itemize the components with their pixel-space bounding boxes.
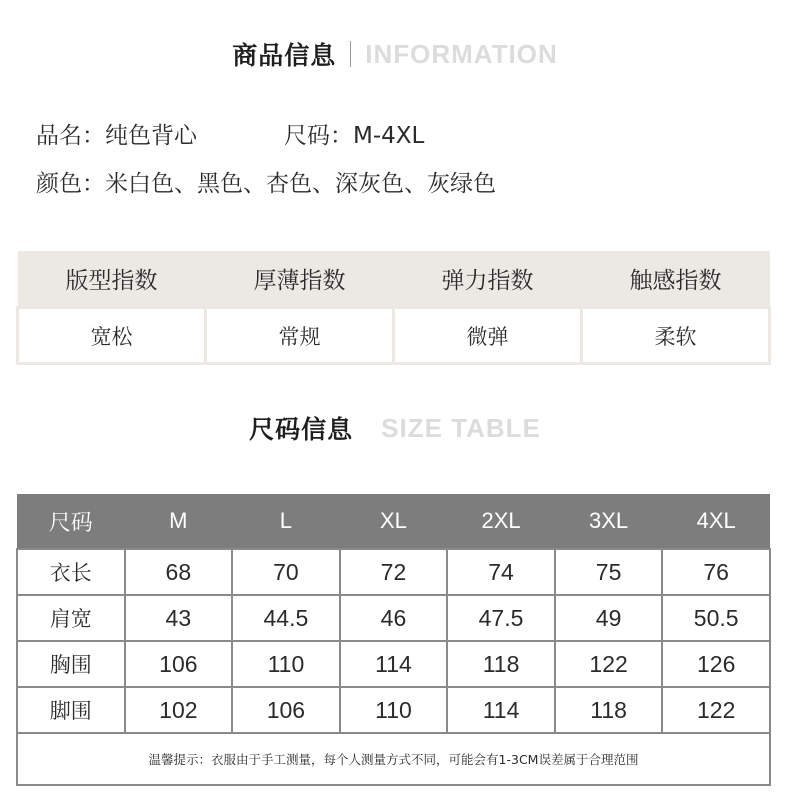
table-cell: 102 (125, 687, 233, 733)
size-title-en: SIZE TABLE (381, 412, 541, 443)
table-cell: 118 (447, 641, 555, 687)
table-cell: 118 (555, 687, 663, 733)
table-cell: 70 (232, 549, 340, 595)
table-cell: 106 (232, 687, 340, 733)
note-row (17, 733, 770, 785)
size-header-row (17, 494, 770, 549)
table-cell: 114 (447, 687, 555, 733)
table-cell: 122 (662, 687, 770, 733)
size-row-hem (17, 687, 770, 733)
index-header-elasticity: 弹力指数 (394, 251, 582, 308)
size-header-cell: 3XL (555, 494, 663, 549)
row-label: 衣长 (17, 549, 125, 595)
index-table (16, 251, 771, 365)
row-label: 肩宽 (17, 595, 125, 641)
information-header (0, 36, 790, 72)
size-header-cell: 4XL (662, 494, 770, 549)
table-cell: 68 (125, 549, 233, 595)
index-value-row (18, 308, 770, 364)
size-range-line: 尺码：M-4XL (284, 123, 425, 149)
index-value-fit: 宽松 (18, 308, 206, 364)
table-cell: 106 (125, 641, 233, 687)
size-header-cell: 2XL (447, 494, 555, 549)
size-header-cell: M (125, 494, 233, 549)
color-line: 颜色：米白色、黑色、杏色、深灰色、灰绿色 (36, 171, 496, 197)
table-cell: 49 (555, 595, 663, 641)
row-label: 胸围 (17, 641, 125, 687)
table-cell: 110 (232, 641, 340, 687)
table-cell: 43 (125, 595, 233, 641)
row-label: 脚围 (17, 687, 125, 733)
index-header-fit: 版型指数 (18, 251, 206, 308)
table-cell: 44.5 (232, 595, 340, 641)
table-cell: 126 (662, 641, 770, 687)
size-header-cell: 尺码 (17, 494, 125, 549)
table-cell: 74 (447, 549, 555, 595)
table-cell: 72 (340, 549, 448, 595)
information-title-en: INFORMATION (365, 38, 558, 69)
index-value-thickness: 常规 (206, 308, 394, 364)
table-cell: 75 (555, 549, 663, 595)
size-table (16, 494, 771, 786)
index-header-thickness: 厚薄指数 (206, 251, 394, 308)
table-cell: 122 (555, 641, 663, 687)
index-header-touch: 触感指数 (582, 251, 770, 308)
index-header-row (18, 251, 770, 308)
size-header-cell: L (232, 494, 340, 549)
table-cell: 110 (340, 687, 448, 733)
measurement-note: 温馨提示：衣服由于手工测量，每个人测量方式不同，可能会有1-3CM误差属于合理范围 (17, 733, 770, 785)
table-cell: 46 (340, 595, 448, 641)
size-header (0, 410, 790, 446)
size-title-cn: 尺码信息 (249, 415, 354, 444)
product-name-line: 品名：纯色背心 (36, 123, 197, 149)
index-value-elasticity: 微弹 (394, 308, 582, 364)
index-value-touch: 柔软 (582, 308, 770, 364)
table-cell: 76 (662, 549, 770, 595)
table-cell: 114 (340, 641, 448, 687)
table-cell: 50.5 (662, 595, 770, 641)
information-title-cn: 商品信息 (232, 41, 337, 70)
size-row-length (17, 549, 770, 595)
title-divider (350, 41, 351, 67)
size-row-chest (17, 641, 770, 687)
size-header-cell: XL (340, 494, 448, 549)
table-cell: 47.5 (447, 595, 555, 641)
size-row-shoulder (17, 595, 770, 641)
